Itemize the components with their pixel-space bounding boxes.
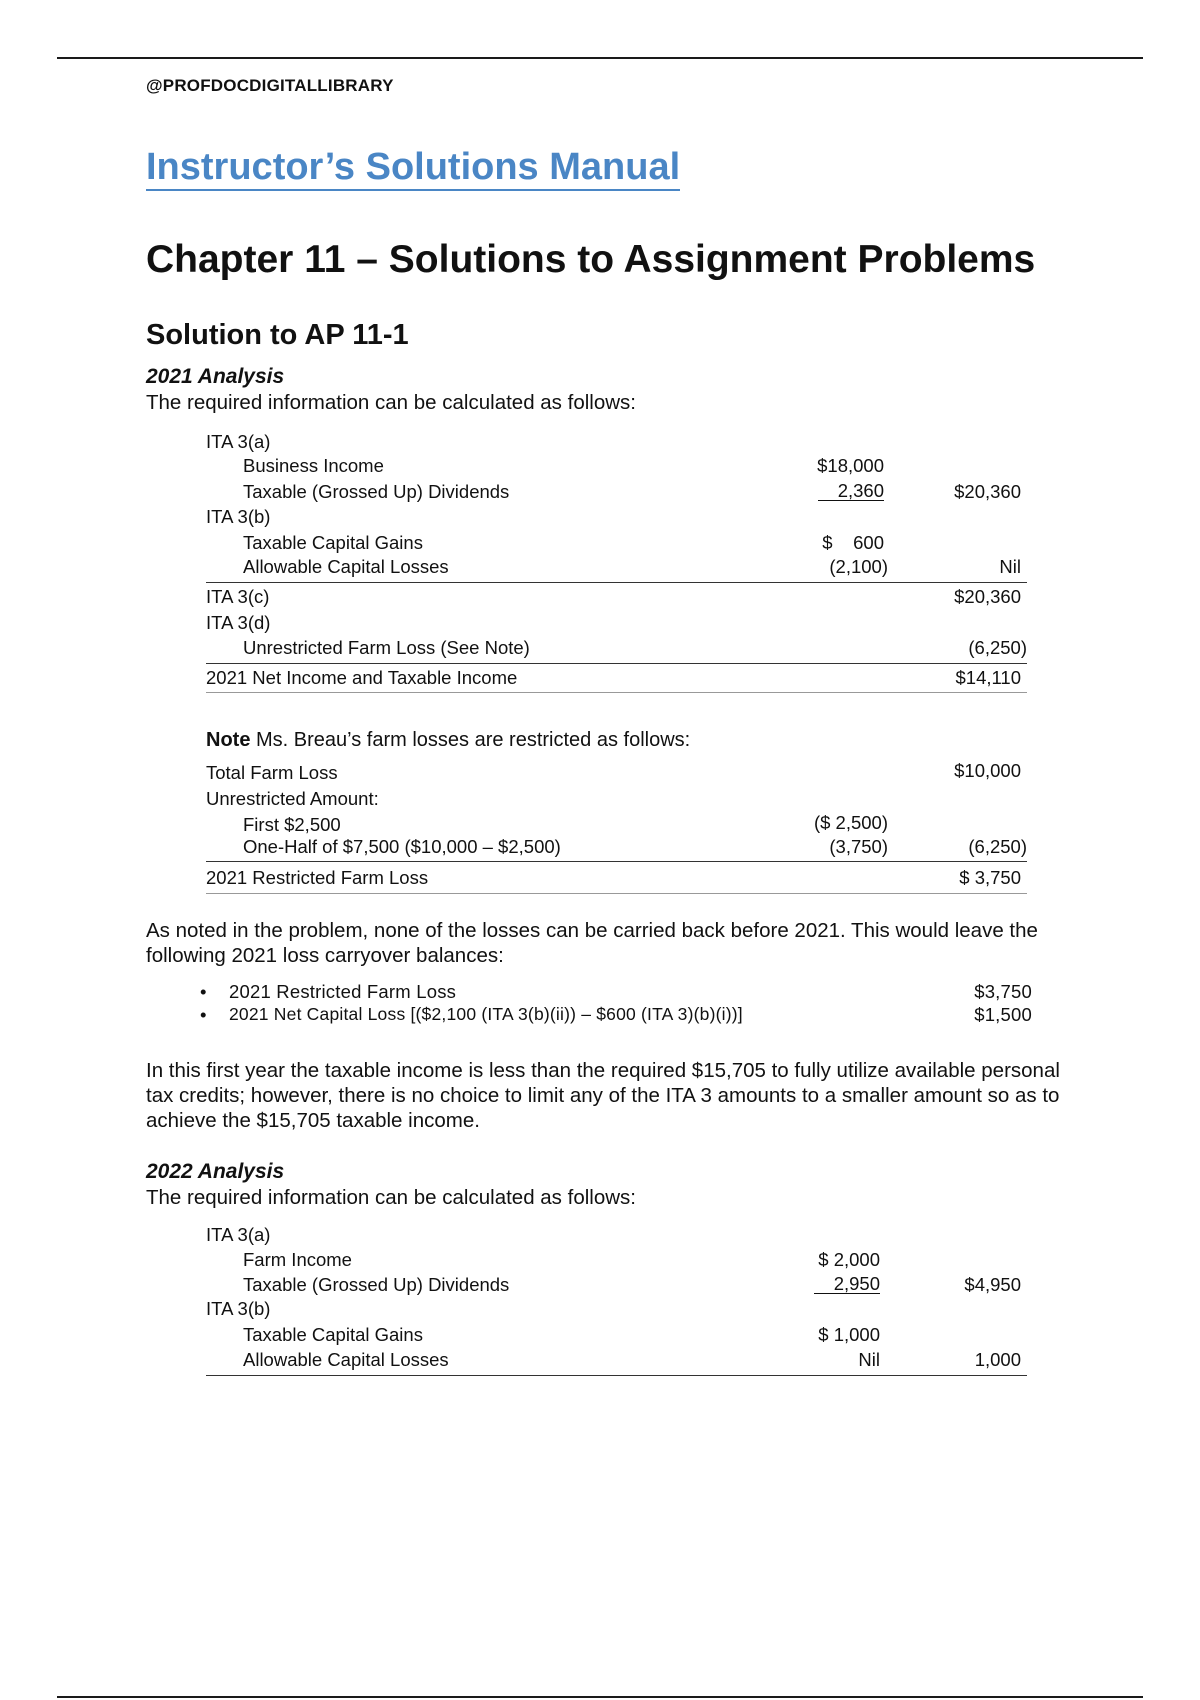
row-total: $10,000 bbox=[954, 760, 1021, 781]
row-total: (6,250) bbox=[968, 836, 1027, 857]
list-item bbox=[200, 1004, 1032, 1027]
row-label: ITA 3(d) bbox=[206, 612, 271, 633]
row-label: Allowable Capital Losses bbox=[243, 556, 449, 577]
note-line bbox=[206, 728, 1026, 753]
row-label: Allowable Capital Losses bbox=[243, 1349, 449, 1370]
row-amount: (2,100) bbox=[829, 556, 888, 577]
top-rule bbox=[57, 57, 1143, 59]
list-item-amount: $3,750 bbox=[974, 981, 1032, 1002]
bullet-marker: • bbox=[200, 981, 207, 1002]
carryover-text: As noted in the problem, none of the losses can be carried back before 2021. This would leave the following 2021 loss carryover balances: bbox=[146, 919, 1038, 967]
row-label: Unrestricted Amount: bbox=[206, 788, 379, 809]
table-rule bbox=[206, 582, 1027, 583]
manual-title: Instructor’s Solutions Manual bbox=[146, 146, 680, 191]
row-total: $20,360 bbox=[954, 481, 1021, 502]
row-amount: ($ 2,500) bbox=[813, 812, 888, 833]
analysis-2021-heading: 2021 Analysis bbox=[146, 365, 285, 388]
bullet-marker: • bbox=[200, 1004, 207, 1025]
note-table bbox=[206, 760, 1027, 894]
row-label: Taxable (Grossed Up) Dividends bbox=[243, 481, 510, 502]
analysis-2022-intro bbox=[146, 1185, 1076, 1210]
watermark: @PROFDOCDIGITALLIBRARY bbox=[146, 76, 394, 95]
carryover-paragraph bbox=[146, 918, 1076, 968]
row-total: (6,250) bbox=[968, 637, 1027, 658]
table-rule bbox=[206, 663, 1027, 664]
row-label: ITA 3(b) bbox=[206, 506, 271, 527]
row-label: ITA 3(a) bbox=[206, 1224, 271, 1245]
row-total: $14,110 bbox=[955, 667, 1021, 688]
table-rule bbox=[206, 861, 1027, 862]
list-item-amount: $1,500 bbox=[974, 1004, 1032, 1025]
row-label: 2021 Restricted Farm Loss bbox=[206, 867, 429, 888]
section-title: Solution to AP 11-1 bbox=[146, 319, 409, 351]
analysis-2022-heading: 2022 Analysis bbox=[146, 1160, 285, 1183]
row-total: 1,000 bbox=[974, 1349, 1021, 1370]
carryover-list bbox=[200, 981, 1032, 1027]
row-total: $20,360 bbox=[954, 586, 1021, 607]
table-rule bbox=[206, 692, 1027, 693]
row-amount: $ 2,000 bbox=[818, 1249, 880, 1270]
row-label: Taxable Capital Gains bbox=[243, 1324, 423, 1345]
row-label: Taxable Capital Gains bbox=[243, 532, 423, 553]
table-rule bbox=[206, 893, 1027, 894]
row-amount: 2,950 bbox=[814, 1274, 880, 1294]
first-year-paragraph bbox=[146, 1058, 1086, 1133]
row-total: Nil bbox=[999, 556, 1021, 577]
list-item-text: 2021 Net Capital Loss [($2,100 (ITA 3(b)(ii)) – $600 (ITA 3)(b)(i))] bbox=[229, 1004, 743, 1024]
row-label: Farm Income bbox=[243, 1249, 352, 1270]
row-label: Total Farm Loss bbox=[206, 762, 338, 783]
intro-text: The required information can be calculated as follows: bbox=[146, 1186, 636, 1209]
row-label: ITA 3(a) bbox=[206, 431, 271, 452]
row-label: ITA 3(b) bbox=[206, 1298, 271, 1319]
note-bold: Note bbox=[206, 729, 251, 751]
analysis-2022-table bbox=[206, 1224, 1027, 1379]
row-amount: $ 600 bbox=[822, 532, 884, 553]
table-rule bbox=[206, 1375, 1027, 1376]
note-body: Ms. Breau’s farm losses are restricted as follows: bbox=[250, 729, 691, 751]
intro-text: The required information can be calculated as follows: bbox=[146, 391, 636, 414]
analysis-2021-table bbox=[206, 431, 1027, 693]
row-amount: $ 1,000 bbox=[818, 1324, 880, 1345]
row-label: ITA 3(c) bbox=[206, 586, 270, 607]
row-total: $4,950 bbox=[964, 1274, 1021, 1295]
note-text bbox=[206, 728, 1026, 753]
row-amount: $18,000 bbox=[817, 455, 884, 476]
list-item bbox=[200, 981, 1032, 1004]
row-label: Taxable (Grossed Up) Dividends bbox=[243, 1274, 510, 1295]
row-label: One-Half of $7,500 ($10,000 – $2,500) bbox=[243, 836, 561, 857]
list-item-text: 2021 Restricted Farm Loss bbox=[229, 981, 457, 1002]
row-total: $ 3,750 bbox=[959, 867, 1021, 888]
chapter-title: Chapter 11 – Solutions to Assignment Problems bbox=[146, 238, 1036, 281]
bottom-rule bbox=[57, 1696, 1143, 1698]
row-amount: 2,360 bbox=[818, 481, 884, 501]
analysis-2021-intro bbox=[146, 390, 1076, 415]
first-year-text: In this first year the taxable income is less than the required $15,705 to fully utilize available personal tax credits; however, there is no choice to limit any of the ITA 3 amounts to a smaller amount so as to achieve the $15,705 taxable income. bbox=[146, 1059, 1060, 1132]
row-label: Unrestricted Farm Loss (See Note) bbox=[243, 637, 530, 658]
row-label: First $2,500 bbox=[243, 814, 341, 835]
row-amount: (3,750) bbox=[829, 836, 888, 857]
row-label: 2021 Net Income and Taxable Income bbox=[206, 667, 518, 688]
row-label: Business Income bbox=[243, 455, 384, 476]
row-amount: Nil bbox=[858, 1349, 880, 1370]
